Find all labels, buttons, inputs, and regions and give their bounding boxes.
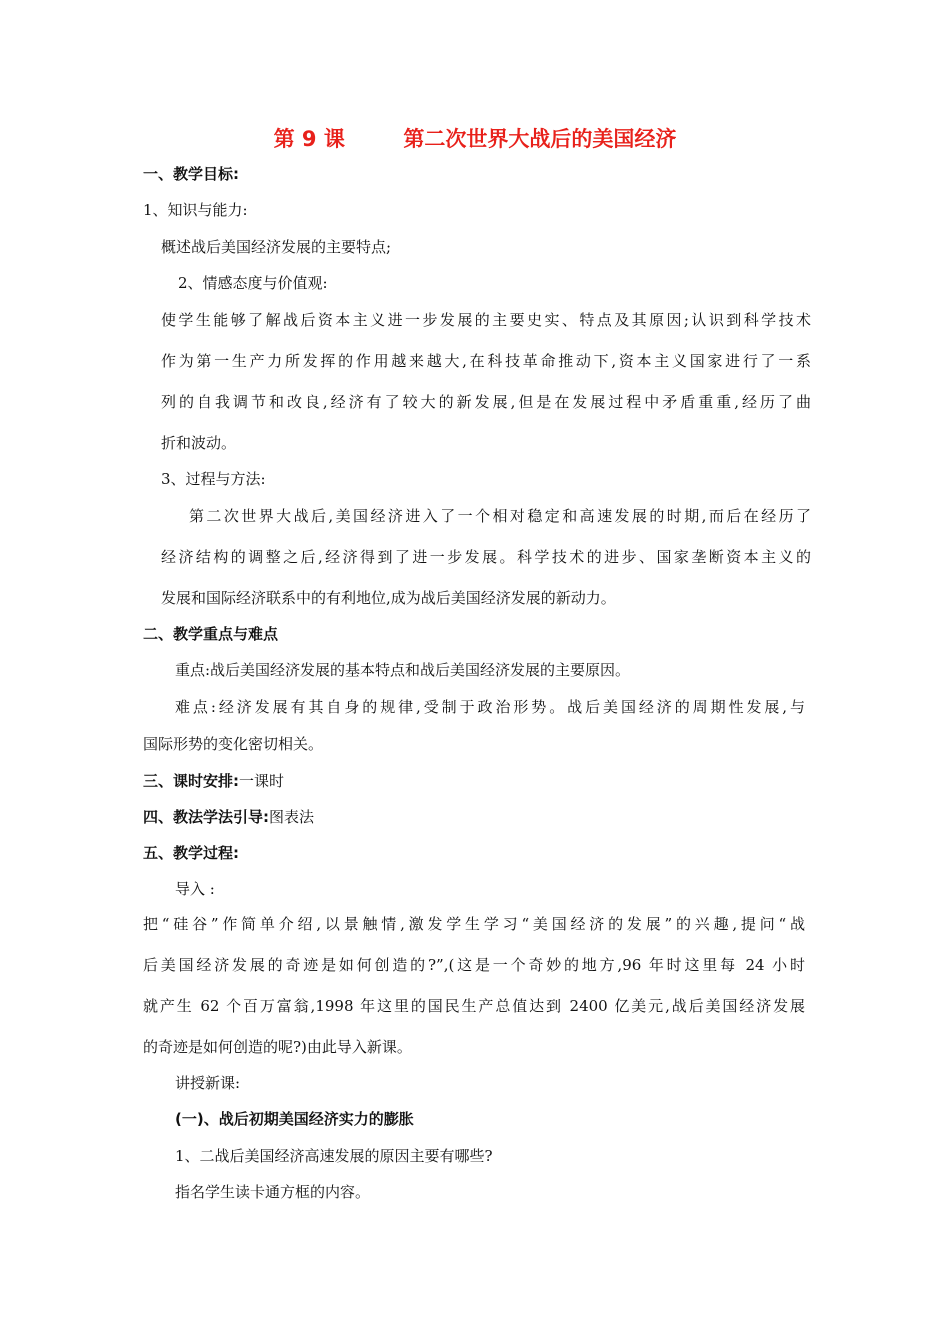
subsection-heading: (一)、战后初期美国经济实力的膨胀 <box>175 1110 414 1128</box>
intro-line: 把“硅谷”作简单介绍,以景触情,激发学生学习“美国经济的发展”的兴趣,提问“战 <box>143 915 805 933</box>
intro-line: 后美国经济发展的奇迹是如何创造的?”,(这是一个奇妙的地方,96 年时这里每 24 小时 <box>143 956 805 974</box>
emotion-line: 列的自我调节和改良,经济有了较大的新发展,但是在发展过程中矛盾重重,经历了曲 <box>161 393 811 411</box>
process-line: 第二次世界大战后,美国经济进入了一个相对稳定和高速发展的时期,而后在经历了 <box>189 507 811 525</box>
emotion-line: 折和波动。 <box>161 434 237 452</box>
emotion-line: 作为第一生产力所发挥的作用越来越大,在科技革命推动下,资本主义国家进行了一系 <box>161 352 811 370</box>
process-line: 经济结构的调整之后,经济得到了进一步发展。科学技术的进步、国家垄断资本主义的 <box>161 548 811 566</box>
intro-line: 的奇迹是如何创造的呢?)由此导入新课。 <box>143 1038 412 1056</box>
question-note: 指名学生读卡通方框的内容。 <box>175 1183 371 1201</box>
method-value: 图表法 <box>269 808 315 826</box>
intro-line: 就产生 62 个百万富翁,1998 年这里的国民生产总值达到 2400 亿美元,战后美国经济发展 <box>143 997 805 1015</box>
intro-heading: 导入 : <box>175 880 215 898</box>
key-point-text: 重点:战后美国经济发展的基本特点和战后美国经济发展的主要原因。 <box>175 661 631 679</box>
knowledge-heading: 1、知识与能力: <box>143 201 248 219</box>
emotion-line: 使学生能够了解战后资本主义进一步发展的主要史实、特点及其原因;认识到科学技术 <box>161 311 811 329</box>
heading-method: 四、教法学法引导: <box>143 808 269 826</box>
schedule-value: 一课时 <box>239 772 285 790</box>
question-text: 1、二战后美国经济高速发展的原因主要有哪些? <box>175 1147 493 1165</box>
difficulty-line: 难点:经济发展有其自身的规律,受制于政治形势。战后美国经济的周期性发展,与 <box>175 698 805 716</box>
heading-objectives: 一、教学目标: <box>143 165 239 183</box>
knowledge-body: 概述战后美国经济发展的主要特点; <box>161 238 392 256</box>
heading-process: 五、教学过程: <box>143 844 239 862</box>
schedule-row <box>143 771 284 791</box>
heading-schedule: 三、课时安排: <box>143 772 239 790</box>
process-heading: 3、过程与方法: <box>161 470 266 488</box>
lesson-title <box>0 123 950 153</box>
difficulty-line: 国际形势的变化密切相关。 <box>143 735 324 753</box>
emotion-heading: 2、情感态度与价值观: <box>178 274 328 292</box>
title-gap <box>345 127 404 151</box>
heading-key-points: 二、教学重点与难点 <box>143 625 279 643</box>
lesson-number: 第 9 课 <box>273 127 345 151</box>
method-row <box>143 807 314 827</box>
lesson-name: 第二次世界大战后的美国经济 <box>403 127 677 151</box>
teach-heading: 讲授新课: <box>175 1074 241 1092</box>
process-line: 发展和国际经济联系中的有利地位,成为战后美国经济发展的新动力。 <box>161 589 616 607</box>
